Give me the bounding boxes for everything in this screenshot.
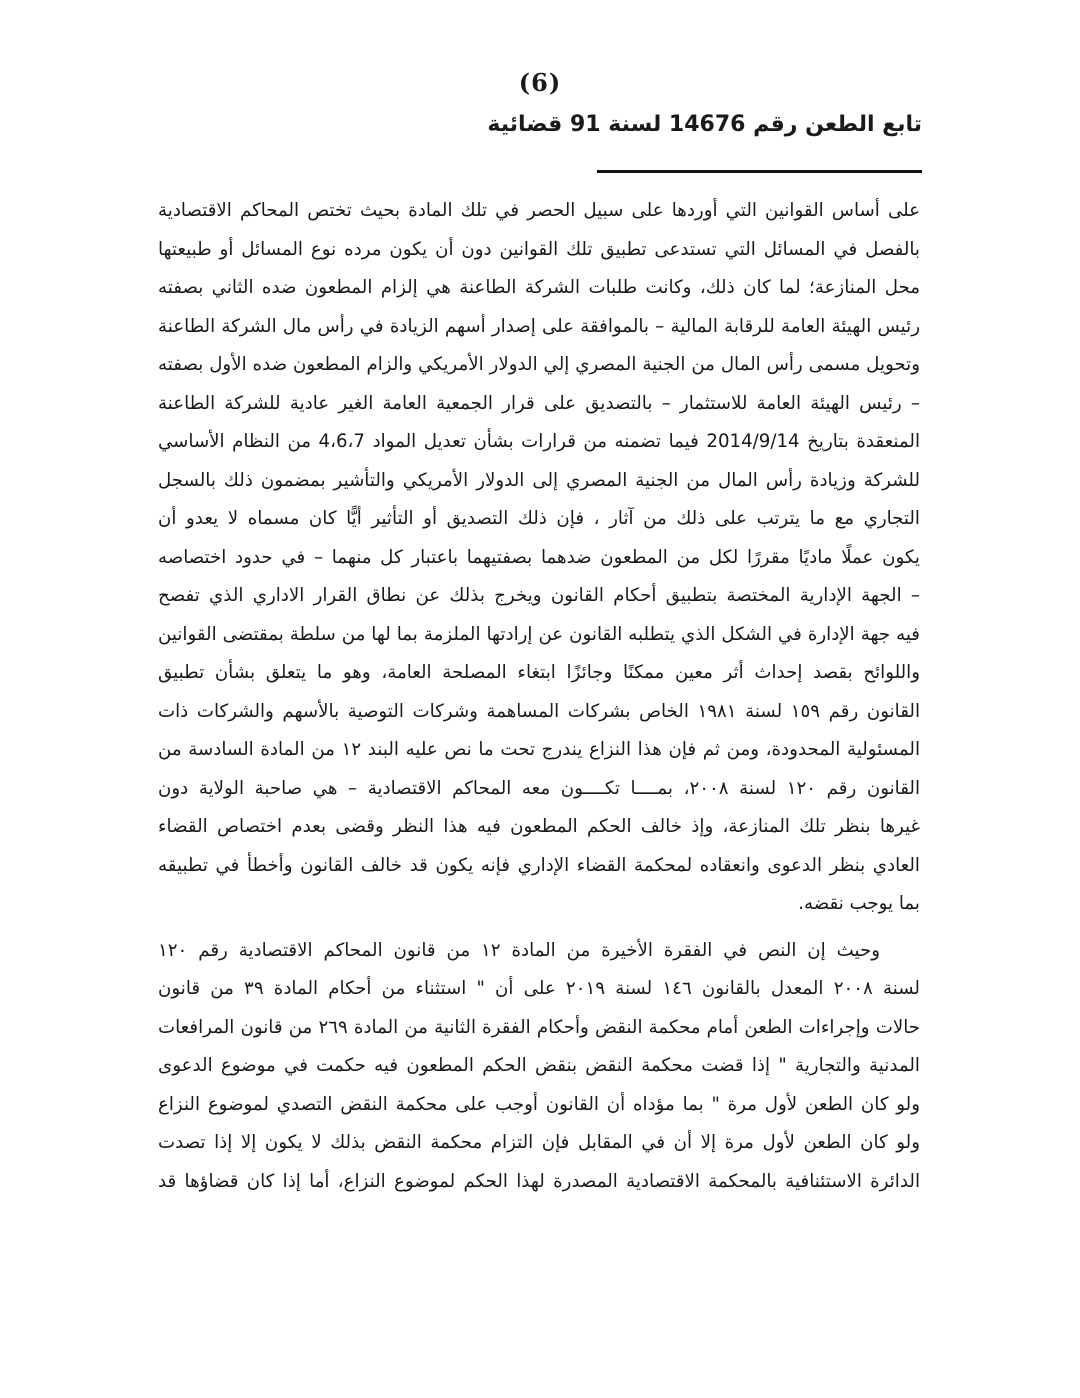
text-line: لسنة ٢٠٠٨ المعدل بالقانون ١٤٦ لسنة ٢٠١٩ على أن " استثناء من أحكام المادة ٣٩ من قانون — [158, 978, 920, 999]
text-line: القانون رقم ١٢٠ لسنة ٢٠٠٨، بمــــا تكــــون معه المحاكم الاقتصادية – هي صاحبة الولاية دون — [158, 777, 921, 799]
paragraph — [158, 192, 920, 924]
text-line: ولو كان الطعن لأول مرة إلا أن في المقابل فإن التزام محكمة النقض بذلك لا يكون إلا إذا تصدت — [158, 1132, 920, 1153]
text-line: للشركة وزيادة رأس المال من الجنية المصري إلى الدولار الأمريكي والتأشير بمضمون ذلك بالسجل — [158, 469, 920, 491]
text-line: بما يوجب نقضه. — [798, 893, 920, 914]
text-line: محل المنازعة؛ لما كان ذلك، وكانت طلبات الشركة الطاعنة هي إلزام المطعون ضده الثاني بصفته — [158, 277, 920, 298]
paragraph-spacer — [158, 924, 920, 932]
document-body — [158, 192, 920, 1201]
text-line: التجاري مع ما يترتب على ذلك من آثار ، فإن ذلك التصديق أو التأثير أيًّا كان مسماه لا يعدو أن — [158, 508, 920, 529]
text-line: القانون رقم ١٥٩ لسنة ١٩٨١ الخاص بشركات المساهمة وشركات التوصية بالأسهم والشركات ذات — [158, 700, 921, 722]
text-line: حالات وإجراءات الطعن أمام محكمة النقض وأحكام الفقرة الثانية من المادة ٢٦٩ من قانون المرافعات — [158, 1016, 920, 1038]
text-line: وتحويل مسمى رأس المال من الجنية المصري إلي الدولار الأمريكي والزام المطعون ضده الأول بصفته — [158, 354, 920, 375]
text-line: الدائرة الاستئنافية بالمحكمة الاقتصادية المصدرة لهذا الحكم لموضوع النزاع، أما إذا كان قضاؤها قد — [158, 1170, 920, 1192]
text-line: المنعقدة بتاريخ 2014/9/14 فيما تضمنه من قرارات بشأن تعديل المواد 4،6،7 من النظام الأساسي — [158, 431, 920, 452]
text-line: على أساس القوانين التي أوردها على سبيل الحصر في تلك المادة بحيث تختص المحاكم الاقتصادية — [158, 200, 920, 221]
text-line: المسئولية المحدودة، ومن ثم فإن هذا النزاع يندرج تحت ما نص عليه البند ١٢ من المادة السادسة من — [158, 739, 921, 760]
text-line: فيه جهة الإدارة في الشكل الذي يتطلبه القانون عن إرادتها الملزمة بما لها من سلطة بمقتضى القوانين — [158, 623, 920, 645]
text-line: غيرها بنظر تلك المنازعة، وإذ خالف الحكم المطعون فيه هذا النظر وقضى بعدم اختصاص القضاء — [158, 816, 920, 837]
text-line: واللوائح بقصد إحداث أثر معين ممكنًا وجائزًا ابتغاء المصلحة العامة، وهو ما يتعلق بشأن تطبيق — [158, 662, 920, 683]
text-line: وحيث إن النص في الفقرة الأخيرة من المادة ١٢ من قانون المحاكم الاقتصادية رقم ١٢٠ — [158, 939, 880, 961]
header-divider — [597, 170, 922, 173]
text-line: – رئيس الهيئة العامة للاستثمار – بالتصديق على قرار الجمعية العامة الغير عادية للشركة الطاعنة — [158, 392, 920, 414]
text-line: المدنية والتجارية " إذا قضت محكمة النقض بنقض الحكم المطعون فيه حكمت في موضوع الدعوى — [158, 1055, 920, 1076]
page-number: (6) — [518, 68, 562, 97]
paragraph — [158, 932, 920, 1202]
text-line: رئيس الهيئة العامة للرقابة المالية – بالموافقة على إصدار أسهم الزيادة في رأس مال الشركة الطاعنة — [158, 315, 920, 337]
text-line: – الجهة الإدارية المختصة بتطبيق أحكام القانون ويخرج بذلك عن نطاق القرار الاداري الذي تفصح — [158, 585, 920, 606]
case-header: تابع الطعن رقم 14676 لسنة 91 قضائية — [487, 112, 922, 137]
text-line: العادي بنظر الدعوى وانعقاده لمحكمة القضاء الإداري فإنه يكون قد خالف القانون وأخطأ في تطبيقه — [158, 854, 920, 876]
text-line: بالفصل في المسائل التي تستدعى تطبيق تلك القوانين دون أن يكون مرده نوع المسائل أو طبيعتها — [158, 238, 920, 260]
text-line: ولو كان الطعن لأول مرة " بما مؤداه أن القانون أوجب على محكمة النقض التصدي لموضوع النزاع — [158, 1093, 920, 1115]
text-line: يكون عملًا ماديًا مقررًا لكل من المطعون ضدهما بصفتيهما باعتبار كل منهما – في حدود اختصاصه — [158, 546, 920, 568]
